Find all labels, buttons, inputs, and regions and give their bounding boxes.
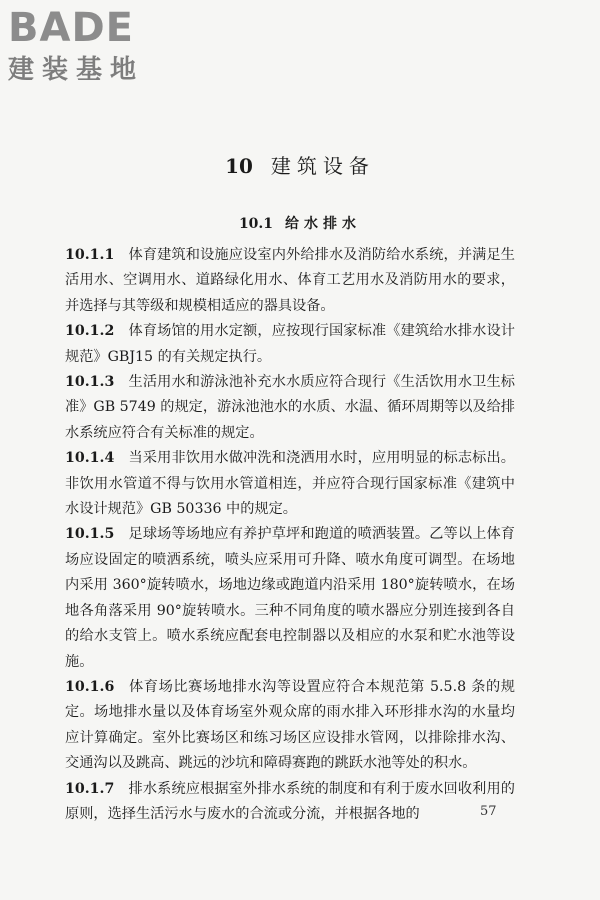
clause-10-1-1 [65, 243, 515, 319]
clause-number: 10.1.5 [65, 526, 115, 543]
clause-10-1-6 [65, 675, 515, 777]
clause-number: 10.1.4 [65, 450, 115, 467]
chapter-title-text: 建筑设备 [270, 154, 375, 178]
clause-10-1-7 [65, 777, 515, 828]
section-title-text: 给水排水 [285, 216, 362, 232]
clause-number: 10.1.2 [65, 323, 115, 340]
clause-text: 足球场等场地应有养护草坪和跑道的喷洒装置。乙等以上体育场应设固定的喷洒系统，喷头应采用可升降、喷水角度可调型。在场地内采用 360°旋转喷水，场地边缘或跑道内沿采用 180°旋转喷水，在场地各角落采用 90°旋转喷水。三种不同角度的喷水器应分别连接到各自的给水支管上。喷水系统应配套电控制器以及相应的水泵和贮水池等设施。 [65, 526, 515, 670]
clause-text: 当采用非饮用水做冲洗和浇洒用水时，应用明显的标志标出。非饮用水管道不得与饮用水管道相连，并应符合现行国家标准《建筑中水设计规范》GB 50336 中的规定。 [65, 450, 515, 518]
clause-10-1-2 [65, 319, 515, 370]
clause-list [65, 243, 515, 827]
section-title [0, 214, 600, 234]
clause-text: 体育场馆的用水定额，应按现行国家标准《建筑给水排水设计规范》GBJ15 的有关规定执行。 [65, 323, 515, 365]
logo-subtitle: 建装基地 [8, 55, 145, 85]
clause-number: 10.1.3 [65, 374, 115, 391]
section-number: 10.1 [238, 216, 274, 232]
chapter-number: 10 [225, 154, 253, 178]
clause-number: 10.1.7 [65, 780, 115, 797]
clause-10-1-4 [65, 446, 515, 522]
clause-text: 生活用水和游泳池补充水水质应符合现行《生活饮用水卫生标准》GB 5749 的规定，游泳池池水的水质、水温、循环周期等以及给排水系统应符合有关标准的规定。 [65, 374, 515, 441]
clause-10-1-5 [65, 522, 515, 674]
page-number: 57 [480, 804, 497, 819]
chapter-title [0, 152, 600, 180]
clause-number: 10.1.6 [65, 678, 115, 695]
clause-text: 体育场比赛场地排水沟等设置应符合本规范第 5.5.8 条的规定。场地排水量以及体育场室外观众席的雨水排入环形排水沟的水量均应计算确定。室外比赛场区和练习场区应设排水管网，以排除排水沟、交通沟以及跳高、跳远的沙坑和障碍赛跑的跳跃水池等处的积水。 [65, 678, 515, 772]
clause-text: 排水系统应根据室外排水系统的制度和有利于废水回收利用的原则，选择生活污水与废水的合流或分流，并根据各地的 [65, 780, 515, 822]
logo-brand-text: BADE [8, 5, 134, 51]
brand-logo [8, 6, 178, 86]
clause-10-1-3 [65, 370, 515, 446]
clause-text: 体育建筑和设施应设室内外给排水及消防给水系统，并满足生活用水、空调用水、道路绿化用水、体育工艺用水及消防用水的要求，并选择与其等级和规模相适应的器具设备。 [65, 247, 515, 314]
clause-number: 10.1.1 [65, 247, 115, 263]
